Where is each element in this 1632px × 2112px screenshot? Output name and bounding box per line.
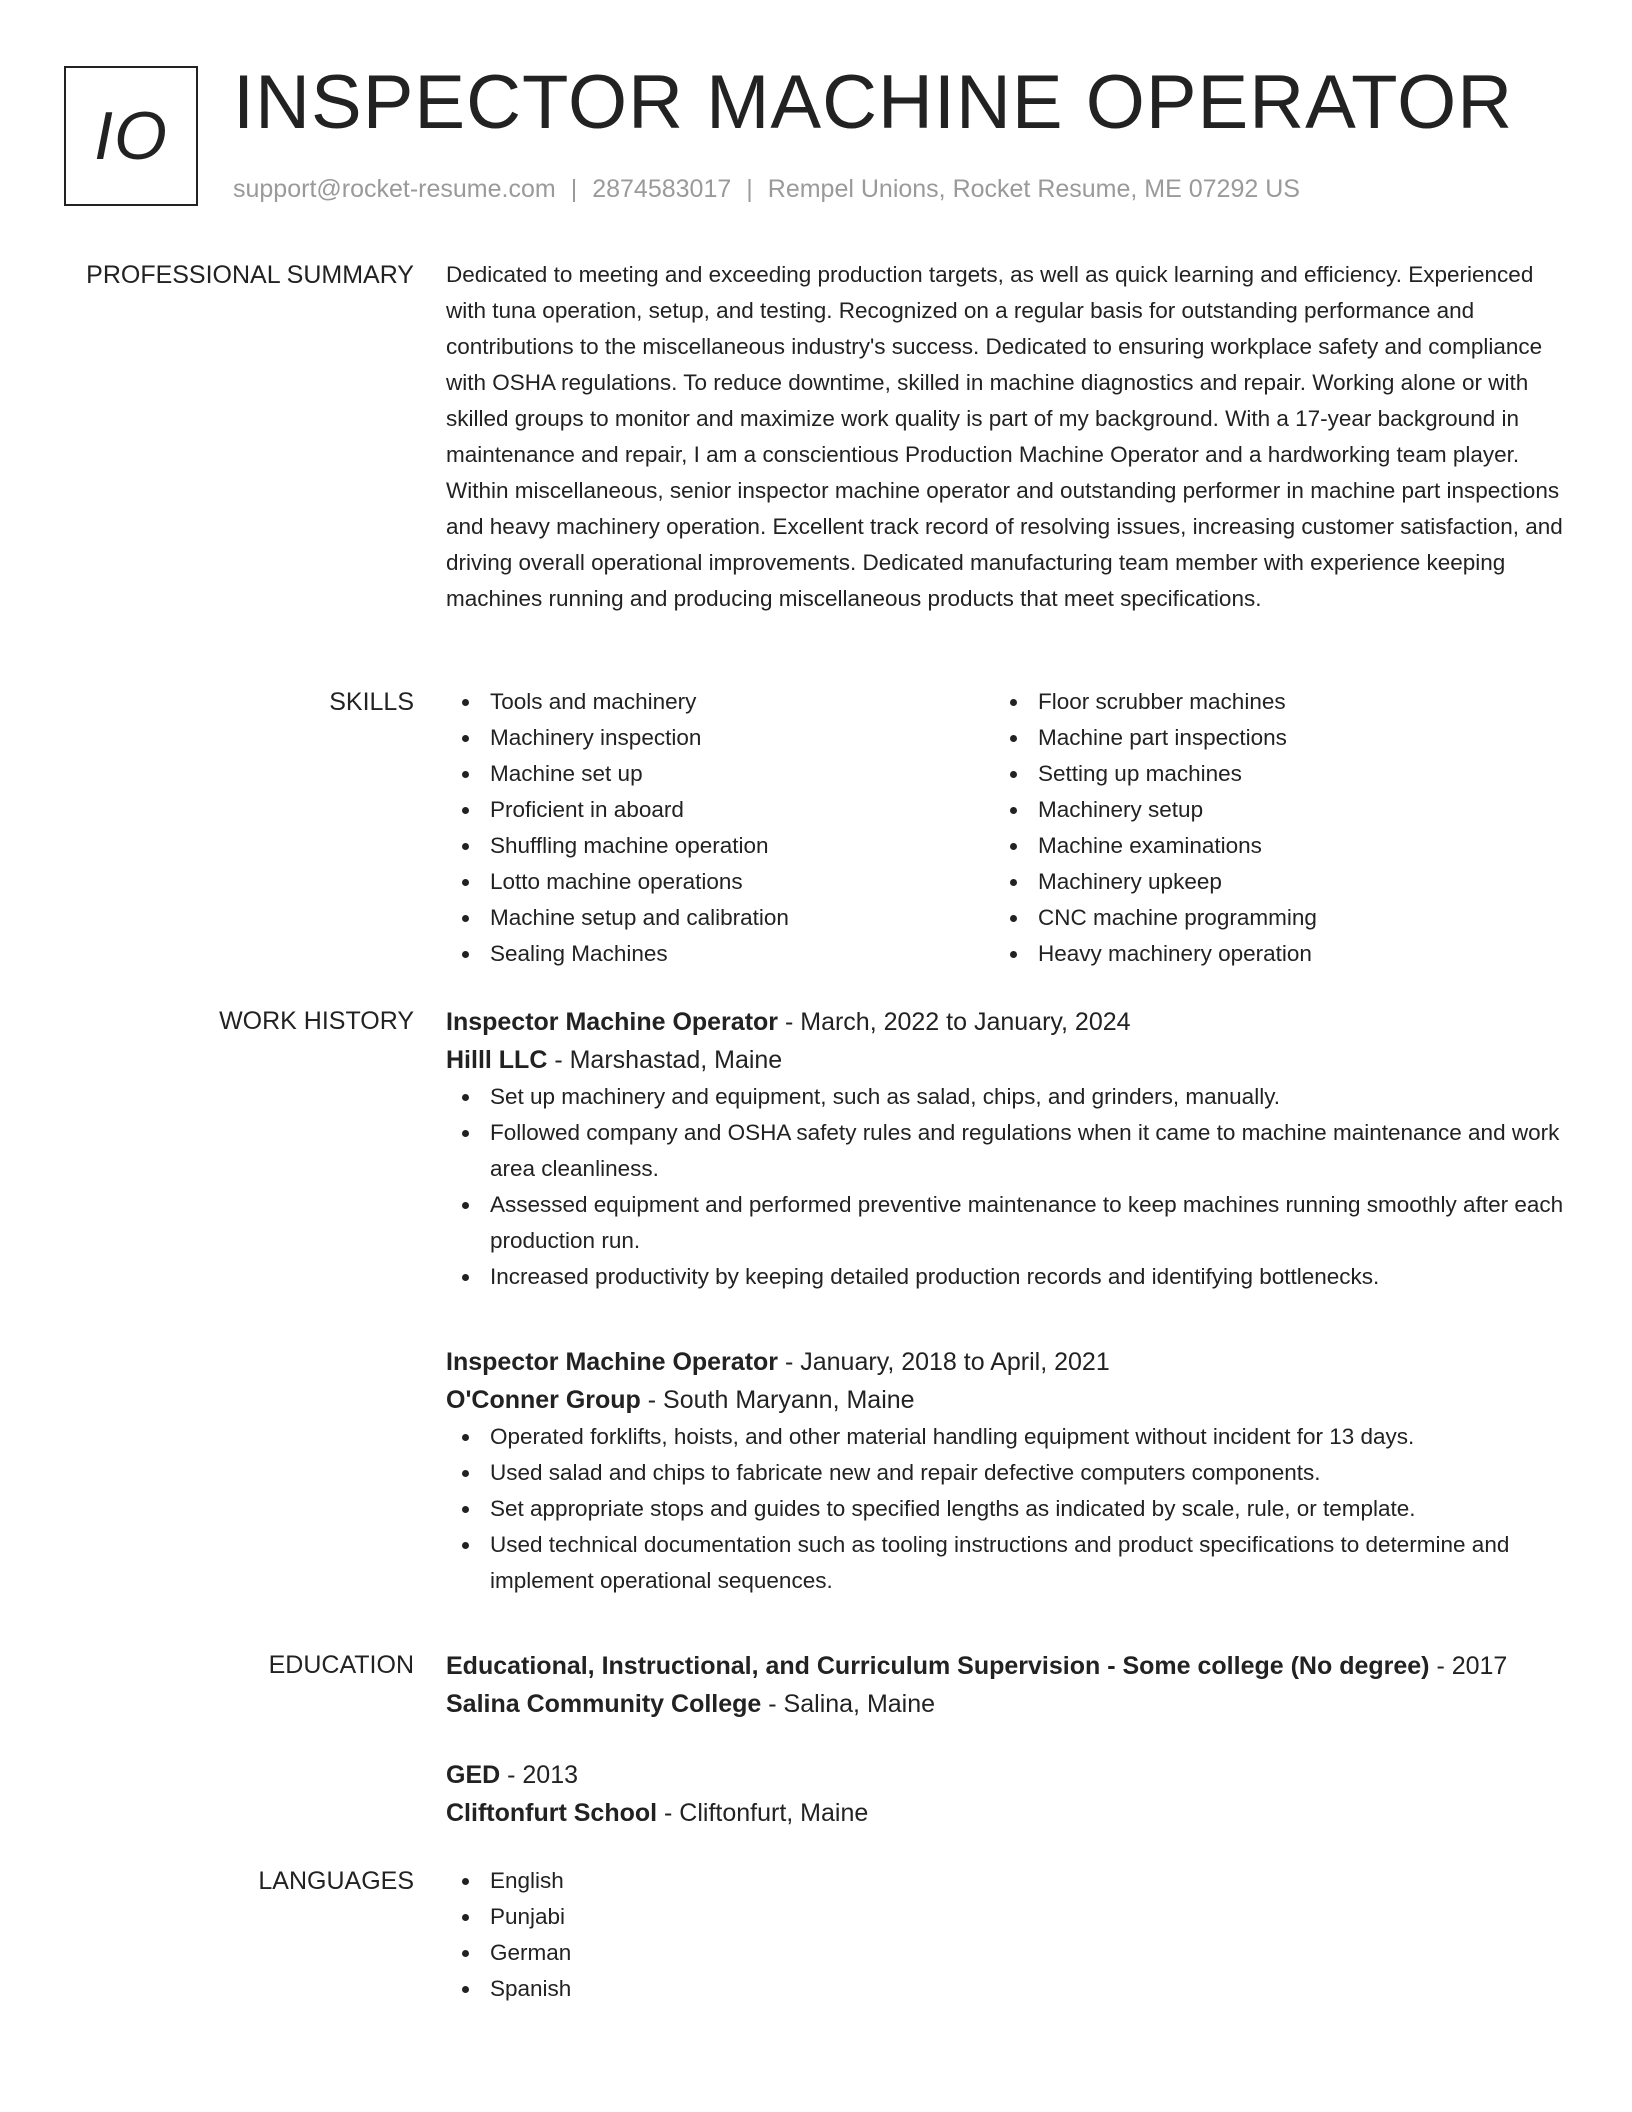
contact-separator: | xyxy=(746,175,753,203)
job-duty-item: Used salad and chips to fabricate new and repair defective computers components. xyxy=(446,1455,1564,1491)
job-title-line xyxy=(446,1343,1564,1381)
contact-line xyxy=(233,172,1300,206)
contact-address: Rempel Unions, Rocket Resume, ME 07292 US xyxy=(767,175,1300,203)
summary-label: PROFESSIONAL SUMMARY xyxy=(86,261,414,289)
job-company-line xyxy=(446,1041,1564,1079)
education-entry xyxy=(446,1756,1564,1832)
work-history-body xyxy=(446,1003,1564,1295)
skill-item: Machine setup and calibration xyxy=(446,900,994,936)
job-company: O'Conner Group xyxy=(446,1386,641,1414)
education-degree: GED xyxy=(446,1761,501,1789)
language-item: Punjabi xyxy=(446,1899,1564,1935)
skill-item: CNC machine programming xyxy=(994,900,1542,936)
resume-name: INSPECTOR MACHINE OPERATOR xyxy=(233,60,1514,145)
monogram-initials: IO xyxy=(94,98,168,174)
contact-email: support@rocket-resume.com xyxy=(233,175,556,203)
language-item: Spanish xyxy=(446,1971,1564,2007)
skills-column-left xyxy=(446,684,994,972)
skills-list xyxy=(446,684,1564,972)
skill-item: Floor scrubber machines xyxy=(994,684,1542,720)
job-location: - South Maryann, Maine xyxy=(640,1386,915,1414)
education-degree-line xyxy=(446,1647,1564,1685)
education-body xyxy=(446,1647,1564,1723)
monogram-badge xyxy=(64,66,198,206)
skill-item: Machine part inspections xyxy=(994,720,1542,756)
skill-item: Machine examinations xyxy=(994,828,1542,864)
education-entry xyxy=(446,1647,1564,1723)
job-duties xyxy=(446,1419,1564,1599)
job-duty-item: Set up machinery and equipment, such as salad, chips, and grinders, manually. xyxy=(446,1079,1564,1115)
job-dates: - March, 2022 to January, 2024 xyxy=(778,1008,1131,1036)
education-school: Cliftonfurt School xyxy=(446,1799,658,1827)
job-duty-item: Set appropriate stops and guides to specified lengths as indicated by scale, rule, or template. xyxy=(446,1491,1564,1527)
summary-text: Dedicated to meeting and exceeding production targets, as well as quick learning and efficiency. Experienced with tuna operation, setup, and testing. Recognized on a regular basis for outstanding performance and contributions to the miscellaneous industry's success. Dedicated to ensuring workplace safety and compliance with OSHA regulations. To reduce downtime, skilled in machine diagnostics and repair. Working alone or with skilled groups to monitor and maximize work quality is part of my background. With a 17-year background in maintenance and repair, I am a conscientious Production Machine Operator and a hardworking team player. Within miscellaneous, senior inspector machine operator and outstanding performer in machine part inspections and heavy machinery operation. Excellent track record of resolving issues, increasing customer satisfaction, and driving overall operational improvements. Dedicated manufacturing team member with experience keeping machines running and producing miscellaneous products that meet specifications. xyxy=(446,262,1563,611)
skill-item: Machinery setup xyxy=(994,792,1542,828)
skill-item: Shuffling machine operation xyxy=(446,828,994,864)
language-item: English xyxy=(446,1863,1564,1899)
job-duty-item: Operated forklifts, hoists, and other material handling equipment without incident for 13 days. xyxy=(446,1419,1564,1455)
education-degree-line xyxy=(446,1756,1564,1794)
job-duties xyxy=(446,1079,1564,1295)
job-title: Inspector Machine Operator xyxy=(446,1348,779,1376)
education-school-line xyxy=(446,1794,1564,1832)
languages-label: LANGUAGES xyxy=(258,1867,414,1895)
languages-list xyxy=(446,1863,1564,2007)
job-duty-item: Assessed equipment and performed preventive maintenance to keep machines running smoothly after each production run. xyxy=(446,1187,1564,1259)
education-year: - 2017 xyxy=(1429,1652,1508,1680)
work-history-body-2 xyxy=(446,1343,1564,1599)
contact-phone: 2874583017 xyxy=(592,175,732,203)
skill-item: Machinery upkeep xyxy=(994,864,1542,900)
education-degree: Educational, Instructional, and Curriculum Supervision - Some college (No degree) xyxy=(446,1652,1430,1680)
skill-item: Lotto machine operations xyxy=(446,864,994,900)
job-duty-item: Increased productivity by keeping detailed production records and identifying bottlenecks. xyxy=(446,1259,1564,1295)
job-duty-item: Followed company and OSHA safety rules and regulations when it came to machine maintenance and work area cleanliness. xyxy=(446,1115,1564,1187)
education-school-line xyxy=(446,1685,1564,1723)
job-entry xyxy=(446,1343,1564,1599)
education-location: - Cliftonfurt, Maine xyxy=(657,1799,869,1827)
skills-label: SKILLS xyxy=(329,688,414,716)
skills-column-right xyxy=(994,684,1542,972)
job-dates: - January, 2018 to April, 2021 xyxy=(778,1348,1110,1376)
skill-item: Sealing Machines xyxy=(446,936,994,972)
skill-item: Heavy machinery operation xyxy=(994,936,1542,972)
skill-item: Machine set up xyxy=(446,756,994,792)
work-history-label: WORK HISTORY xyxy=(219,1007,414,1035)
education-label: EDUCATION xyxy=(268,1651,414,1679)
contact-separator: | xyxy=(570,175,578,203)
job-company-line xyxy=(446,1381,1564,1419)
job-company: Hilll LLC xyxy=(446,1046,548,1074)
language-item: German xyxy=(446,1935,1564,1971)
skill-item: Machinery inspection xyxy=(446,720,994,756)
summary-body xyxy=(446,257,1564,617)
education-school: Salina Community College xyxy=(446,1690,762,1718)
education-body-2 xyxy=(446,1756,1564,1832)
education-location: - Salina, Maine xyxy=(761,1690,936,1718)
job-duty-item: Used technical documentation such as tooling instructions and product specifications to determine and implement operational sequences. xyxy=(446,1527,1564,1599)
job-location: - Marshastad, Maine xyxy=(547,1046,783,1074)
skill-item: Tools and machinery xyxy=(446,684,994,720)
job-title: Inspector Machine Operator xyxy=(446,1008,779,1036)
education-year: - 2013 xyxy=(500,1761,579,1789)
skill-item: Proficient in aboard xyxy=(446,792,994,828)
job-entry xyxy=(446,1003,1564,1295)
job-title-line xyxy=(446,1003,1564,1041)
languages-body xyxy=(446,1863,1564,2007)
skill-item: Setting up machines xyxy=(994,756,1542,792)
